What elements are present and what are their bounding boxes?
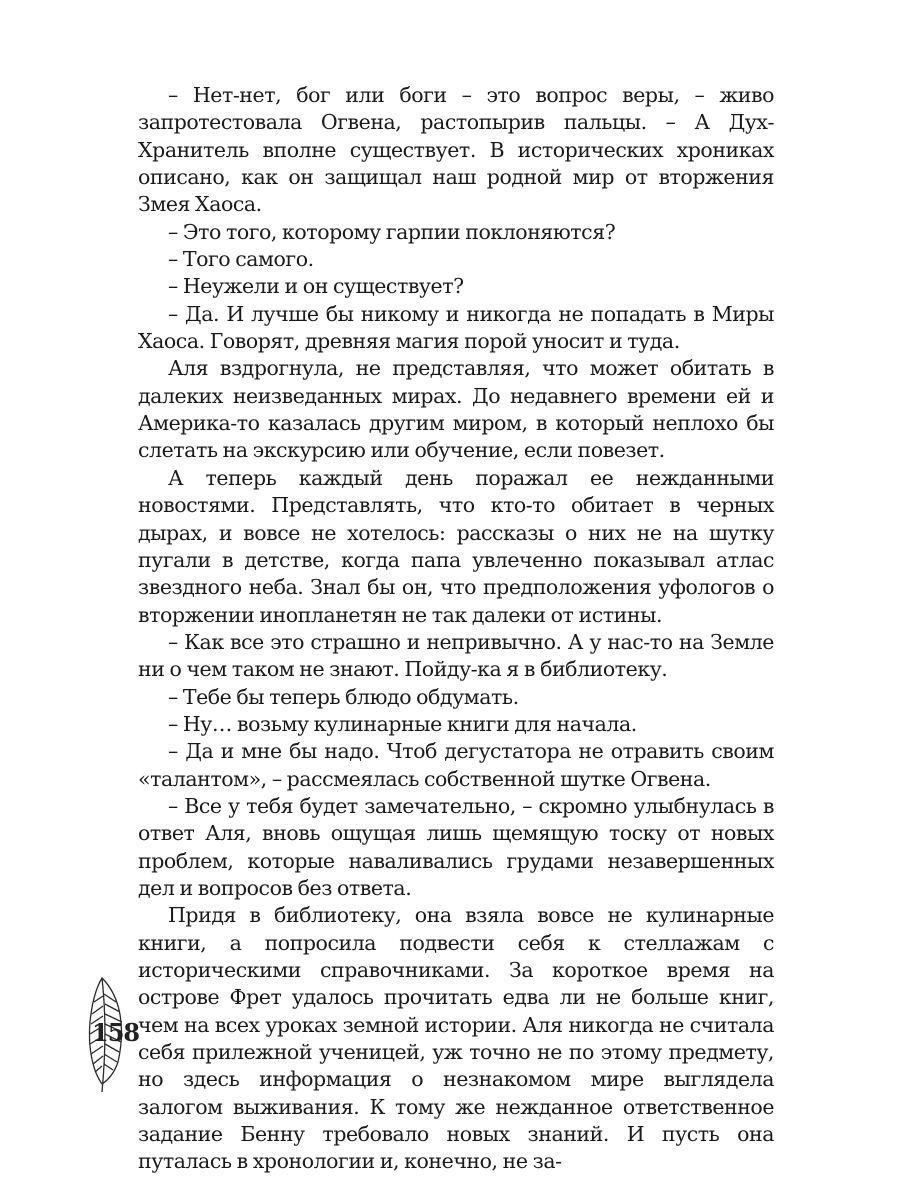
paragraph-13: Придя в библиотеку, она взяла вовсе не кулинарные книги, а попросила подвести себя к стеллажам с историческими справочниками. За короткое время на острове Фрет удалось прочитать едва ли не больше книг, чем на всех уроках земной истории. Аля никогда не считала себя прилежной ученицей, уж точно не по этому предмету, но здесь информация о незнакомом мире выглядела залогом выживания. К тому же нежданное ответственное задание Бенну требовало новых знаний. И пусть она путалась в хронологии и, конечно, не за- <box>138 903 774 1174</box>
page-number: 158 <box>92 1018 140 1047</box>
paragraph-8: – Как все это страшно и непривычно. А у нас-то на Земле ни о чем таком не знают. Пойду-ка я в библиотеку. <box>138 629 774 682</box>
paragraph-12: – Все у тебя будет замечательно, – скромно улыбнулась в ответ Аля, вновь ощущая лишь щемящую тоску от новых проблем, которые наваливались грудами незавершенных дел и вопросов без ответа. <box>138 793 774 900</box>
paragraph-2: – Это того, которому гарпии поклоняются? <box>168 219 616 244</box>
paragraph-3: – Того самого. <box>168 247 314 272</box>
paragraph-7: А теперь каждый день поражал ее нежданными новостями. Представлять, что кто-то обитает в черных дырах, и вовсе не хотелось: рассказы о них не на шутку пугали в детстве, когда папа увлеченно показывал атлас звездного неба. Знал бы он, что предположения уфологов о вторжении инопланетян не так далеки от истины. <box>138 465 774 627</box>
paragraph-4: – Неужели и он существует? <box>168 274 464 299</box>
paragraph-9: – Тебе бы теперь блюдо обдумать. <box>168 684 519 709</box>
paragraph-1: – Нет-нет, бог или боги – это вопрос веры, – живо запротестовала Огвена, растопырив пальцы. – А Дух-Хранитель вполне существует. В исторических хрониках описано, как он защищал наш родной мир от вторжения Змея Хаоса. <box>138 83 774 217</box>
body-text <box>138 82 774 1176</box>
paragraph-11: – Да и мне бы надо. Чтоб дегустатора не отравить своим «талантом», – рассмеялась собственной шутке Огвена. <box>138 739 774 791</box>
paragraph-5: – Да. И лучше бы никому и никогда не попадать в Миры Хаоса. Говорят, древняя магия порой уносит и туда. <box>138 301 774 354</box>
paragraph-10: – Ну… возьму кулинарные книги для начала. <box>168 711 637 736</box>
paragraph-6: Аля вздрогнула, не представляя, что может обитать в далеких неизведанных мирах. До недавнего времени ей и Америка-то казалась другим миром, в который неплохо бы слетать на экскурсию или обучение, если повезет. <box>138 356 774 463</box>
